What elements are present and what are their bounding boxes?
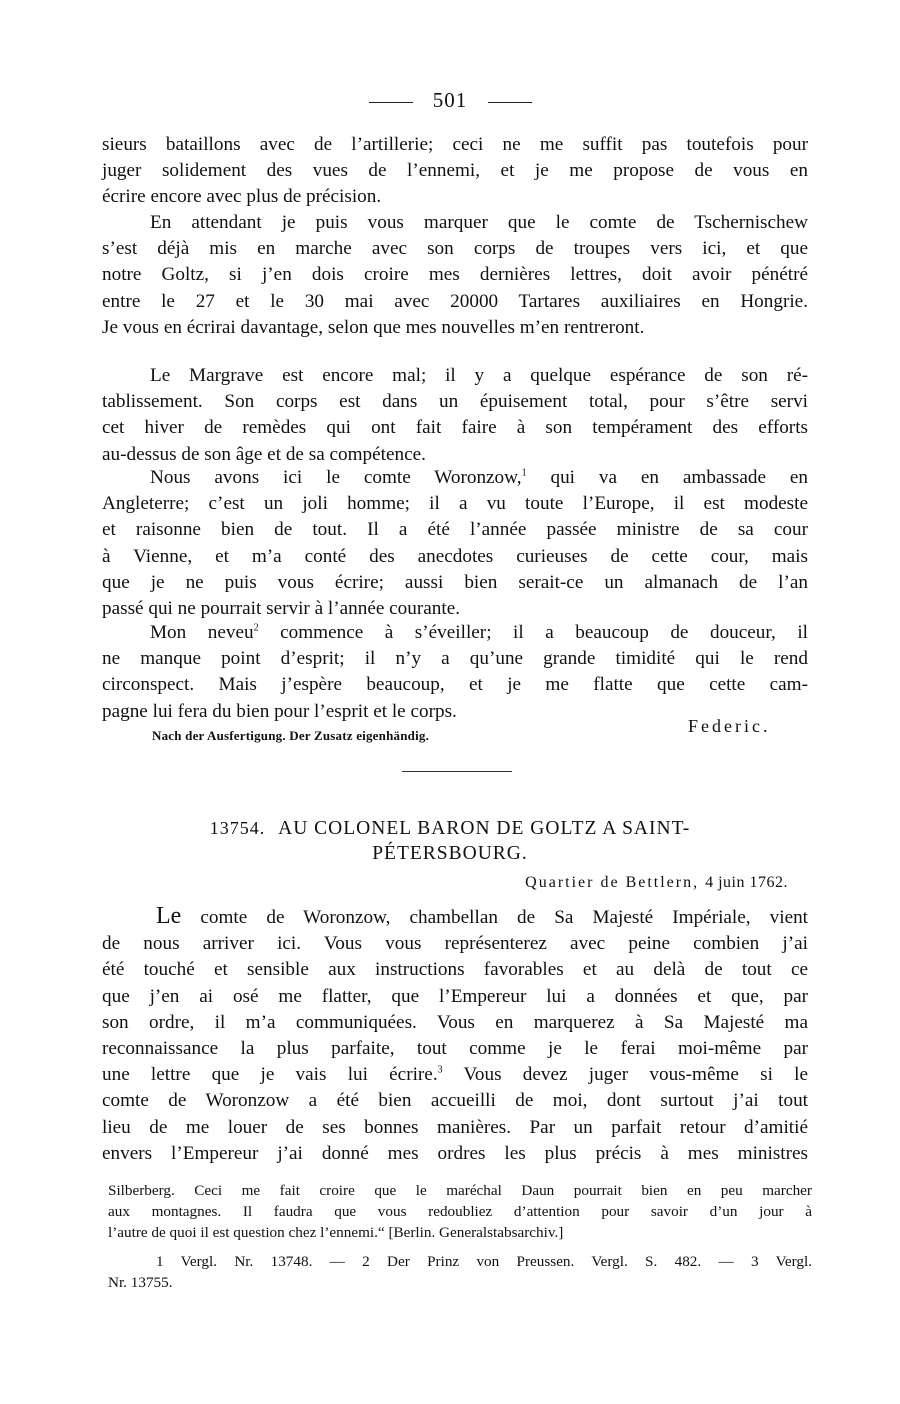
letter-title-line1: AU COLONEL BARON DE GOLTZ A SAINT- [278, 818, 691, 839]
text-line: ne manque point d’esprit; il n’y a qu’une grande timidité qui le rend [102, 648, 808, 670]
letter-title-line2: PÉTERSBOURG. [372, 843, 528, 864]
text-line: écrire encore avec plus de précision. [102, 186, 382, 208]
footnote-line: aux montagnes. Il faudra que vous redoubliez d’attention pour savoir d’un jour à [108, 1203, 812, 1220]
text-line: sieurs bataillons avec de l’artillerie; ceci ne me suffit pas toutefois pour [102, 134, 808, 155]
text-line: été touché et sensible aux instructions favorables et au delà de tout ce [102, 959, 808, 981]
paragraph-margrave [102, 363, 808, 468]
text-line: tablissement. Son corps est dans un épuisement total, pour s’être servi [102, 391, 808, 413]
paragraph-continuation [102, 132, 808, 211]
letter-heading [0, 818, 900, 840]
text-line: comte de Woronzow a été bien accueilli de moi, dont surtout j’ai tout [102, 1090, 808, 1112]
text-line: En attendant je puis vous marquer que le comte de Tschernischew [150, 212, 808, 233]
header-rule-right [488, 102, 532, 103]
text-line [102, 465, 808, 491]
text-line: circonspect. Mais j’espère beaucoup, et je me flatte que cette cam- [102, 674, 808, 696]
text-line: au-dessus de son âge et de sa compétence. [102, 443, 426, 465]
text-line: notre Goltz, si j’en dois croire mes dernières lettres, doit avoir pénétré [102, 264, 808, 286]
text-line: Je vous en écrirai davantage, selon que mes nouvelles m’en rentreront. [102, 316, 645, 338]
section-separator [402, 771, 512, 772]
letter-date: 4 juin 1762. [705, 874, 788, 891]
footnote-mark: 3 [437, 1064, 443, 1076]
text-line [102, 903, 808, 931]
opening-word: Le [156, 903, 182, 929]
text-line: que je ne puis vous écrire; aussi bien serait-ce un almanach de l’an [102, 571, 808, 593]
page-number: 501 [432, 88, 468, 112]
text-line: entre le 27 et le 30 mai avec 20000 Tartares auxiliaires en Hongrie. [102, 290, 808, 312]
source-note: Nach der Ausfertigung. Der Zusatz eigenhändig. [152, 728, 430, 743]
text-line: et raisonne bien de tout. Il a été l’année passée ministre de sa cour [102, 519, 808, 541]
text-fragment: comte de Woronzow, chambellan de Sa Majesté Impériale, vient [200, 907, 809, 928]
text-line: Angleterre; c’est un joli homme; il a vu toute l’Europe, il est modeste [102, 493, 808, 515]
text-fragment: une lettre que je vais lui écrire. [102, 1064, 438, 1086]
text-line: cet hiver de remèdes qui ont fait faire à son tempérament des efforts [102, 417, 808, 439]
footnote-mark: 1 [521, 467, 527, 479]
page-header [0, 88, 900, 113]
text-fragment: Vous devez juger vous-même si le [463, 1064, 809, 1086]
text-line [102, 620, 808, 646]
text-line: que j’en ai osé me flatter, que l’Empereur lui a données et que, par [102, 985, 808, 1007]
text-line: passé qui ne pourrait servir à l’année courante. [102, 598, 461, 620]
text-line: son ordre, il m’a communiquées. Vous en marquerez à Sa Majesté ma [102, 1011, 808, 1033]
footnote-continuation [108, 1180, 812, 1243]
letter-place: Quartier de Bettlern, [525, 874, 700, 891]
text-fragment: commence à s’éveiller; il a beaucoup de douceur, il [280, 622, 808, 643]
paragraph-tschernischew [102, 210, 808, 341]
letter-place-date [458, 874, 788, 892]
text-fragment: Mon neveu [150, 622, 254, 643]
footnote-line: 1 Vergl. Nr. 13748. — 2 Der Prinz von Preussen. Vergl. S. 482. — 3 Vergl. [156, 1253, 812, 1270]
letter-number: 13754. [209, 818, 266, 838]
footnote-line: Silberberg. Ceci me fait croire que le maréchal Daun pourrait bien en peu marcher [108, 1182, 812, 1199]
footnote-line: l’autre de quoi il est question chez l’ennemi.“ [Berlin. Generalstabsarchiv.] [108, 1224, 564, 1241]
paragraph-neveu [102, 620, 808, 725]
text-line: juger solidement des vues de l’ennemi, et je me propose de vous en [102, 160, 808, 182]
text-line: s’est déjà mis en marche avec son corps de troupes vers ici, et que [102, 238, 808, 260]
text-line: lieu de me louer de ses bonnes manières. Par un parfait retour d’amitié [102, 1116, 808, 1138]
text-line: de nous arriver ici. Vous vous représenterez avec peine combien j’ai [102, 933, 808, 955]
paragraph-letter-body [102, 903, 808, 1167]
signature: Federic. [688, 716, 771, 736]
header-rule-left [369, 102, 413, 103]
text-fragment: Nous avons ici le comte Woronzow, [150, 467, 522, 488]
footnotes [108, 1251, 812, 1293]
footnote-line: Nr. 13755. [108, 1274, 173, 1291]
text-line: à Vienne, et m’a conté des anecdotes curieuses de cette cour, mais [102, 545, 808, 567]
paragraph-woronzow [102, 465, 808, 622]
text-line: Le Margrave est encore mal; il y a quelque espérance de son ré- [150, 365, 808, 386]
text-line: reconnaissance la plus parfaite, tout comme je le ferai moi-même par [102, 1038, 808, 1060]
text-line: pagne lui fera du bien pour l’esprit et le corps. [102, 700, 457, 722]
footnote-mark: 2 [253, 622, 259, 634]
text-fragment: qui va en ambassade en [550, 467, 808, 488]
text-line [102, 1062, 808, 1088]
text-line: envers l’Empereur j’ai donné mes ordres les plus précis à mes ministres [102, 1142, 808, 1164]
